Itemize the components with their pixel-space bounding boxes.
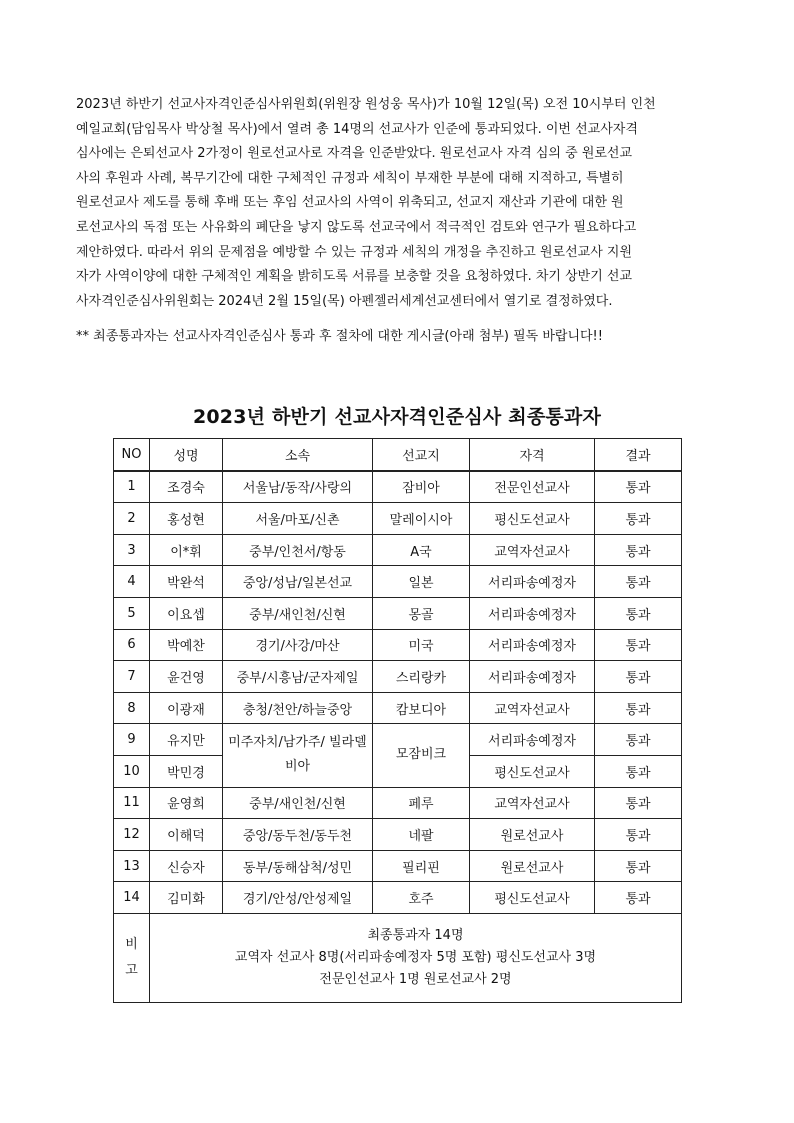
cell-mission-field: 스리랑카 [373,661,470,693]
table-row [114,850,682,882]
cell-qualification: 교역자선교사 [470,692,595,724]
cell-mission-field: 네팔 [373,819,470,851]
table-row [114,819,682,851]
cell-mission-field: 몽골 [373,597,470,629]
cell-affiliation: 충청/천안/하늘중앙 [223,692,373,724]
header-qualification: 자격 [470,439,595,471]
cell-result: 통과 [595,692,682,724]
cell-name: 이광재 [150,692,223,724]
cell-result: 통과 [595,755,682,787]
cell-mission-field: 미국 [373,629,470,661]
notice-text: ** 최종통과자는 선교사자격인준심사 통과 후 절차에 대한 게시글(아래 첨부) 필독 바랍니다!! [76,329,603,344]
cell-affiliation: 경기/사강/마산 [223,629,373,661]
intro-paragraph [76,93,721,314]
table-row [114,787,682,819]
cell-mission-field: 일본 [373,566,470,598]
intro-line: 로선교사의 독점 또는 사유화의 폐단을 낳지 않도록 선교국에서 적극적인 검토와 연구가 필요하다고 [76,219,637,235]
cell-mission-field: 말레이시아 [373,503,470,535]
cell-result: 통과 [595,661,682,693]
cell-no: 14 [114,882,150,914]
cell-name: 이*휘 [150,534,223,566]
cell-qualification: 평신도선교사 [470,755,595,787]
remarks-line: 최종통과자 14명 [367,927,464,943]
cell-name: 김미화 [150,882,223,914]
intro-line: 원로선교사 제도를 통해 후배 또는 후임 선교사의 사역이 위축되고, 선교지 재산과 기관에 대한 원 [76,195,624,211]
cell-name: 윤영희 [150,787,223,819]
cell-affiliation: 중앙/성남/일본선교 [223,566,373,598]
cell-result: 통과 [595,534,682,566]
cell-name: 이요셉 [150,597,223,629]
remarks-line: 전문인선교사 1명 원로선교사 2명 [319,971,512,987]
cell-name: 박예찬 [150,629,223,661]
cell-name: 홍성현 [150,503,223,535]
header-name: 성명 [150,439,223,471]
table-title: 2023년 하반기 선교사자격인준심사 최종통과자 [192,406,602,428]
cell-no: 5 [114,597,150,629]
cell-no: 2 [114,503,150,535]
cell-no: 1 [114,471,150,503]
cell-no: 3 [114,534,150,566]
table-header-row [114,439,682,471]
cell-no: 13 [114,850,150,882]
cell-mission-field: 캄보디아 [373,692,470,724]
cell-qualification: 평신도선교사 [470,882,595,914]
cell-result: 통과 [595,819,682,851]
cell-affiliation: 서울남/동작/사랑의 [223,471,373,503]
intro-line: 자가 사역이양에 대한 구체적인 계획을 밝히도록 서류를 보충할 것을 요청하였다. 차기 상반기 선교 [76,269,633,285]
cell-mission-field: 필리핀 [373,850,470,882]
cell-name: 신승자 [150,850,223,882]
intro-line: 심사에는 은퇴선교사 2가정이 원로선교사로 자격을 인준받았다. 원로선교사 자격 심의 중 원로선교 [76,146,633,162]
intro-line: 2023년 하반기 선교사자격인준심사위원회(위원장 원성웅 목사)가 10월 12일(목) 오전 10시부터 인천 [76,97,656,112]
cell-no: 8 [114,692,150,724]
cell-result: 통과 [595,850,682,882]
cell-name: 박완석 [150,566,223,598]
cell-qualification: 서리파송예정자 [470,597,595,629]
cell-affiliation: 중부/인천서/항동 [223,534,373,566]
remarks-row [114,913,682,1002]
cell-mission-field-merged: 모잠비크 [373,724,470,787]
cell-result: 통과 [595,566,682,598]
cell-name: 윤건영 [150,661,223,693]
cell-qualification: 원로선교사 [470,819,595,851]
cell-qualification: 원로선교사 [470,850,595,882]
table-row [114,534,682,566]
table-row [114,661,682,693]
cell-no: 9 [114,724,150,756]
header-affiliation: 소속 [223,439,373,471]
cell-qualification: 교역자선교사 [470,787,595,819]
cell-affiliation: 중부/새인천/신현 [223,597,373,629]
table-row [114,597,682,629]
cell-qualification: 서리파송예정자 [470,724,595,756]
cell-no: 7 [114,661,150,693]
cell-affiliation-merged: 미주자치/남가주/ 빌라델비아 [223,724,373,787]
header-no: NO [114,439,150,471]
results-table [113,438,682,1003]
cell-name: 이해덕 [150,819,223,851]
cell-mission-field: 페루 [373,787,470,819]
cell-no: 10 [114,755,150,787]
cell-affiliation: 중앙/동두천/동두천 [223,819,373,851]
cell-affiliation: 중부/새인천/신현 [223,787,373,819]
remarks-line: 교역자 선교사 8명(서리파송예정자 5명 포함) 평신도선교사 3명 [234,949,597,965]
cell-mission-field: 잠비아 [373,471,470,503]
cell-qualification: 전문인선교사 [470,471,595,503]
remarks-label: 비 고 [114,913,150,1002]
table-row [114,692,682,724]
table-row [114,629,682,661]
cell-result: 통과 [595,503,682,535]
cell-qualification: 서리파송예정자 [470,661,595,693]
cell-name: 박민경 [150,755,223,787]
table-row [114,503,682,535]
cell-affiliation: 경기/안성/안성제일 [223,882,373,914]
intro-line: 예일교회(담임목사 박상철 목사)에서 열려 총 14명의 선교사가 인준에 통과되었다. 이번 선교사자격 [76,121,638,137]
cell-affiliation: 중부/시흥남/군자제일 [223,661,373,693]
header-mission-field: 선교지 [373,439,470,471]
cell-qualification: 서리파송예정자 [470,566,595,598]
intro-line: 사자격인준심사위원회는 2024년 2월 15일(목) 아펜젤러세계선교센터에서 열기로 결정하였다. [76,293,613,309]
intro-line: 사의 후원과 사례, 복무기간에 대한 구체적인 규정과 세칙이 부재한 부분에 대해 지적하고, 특별히 [76,170,624,186]
cell-result: 통과 [595,787,682,819]
cell-result: 통과 [595,629,682,661]
cell-result: 통과 [595,882,682,914]
remarks-content [150,913,682,1002]
cell-no: 11 [114,787,150,819]
cell-mission-field: 호주 [373,882,470,914]
cell-mission-field: A국 [373,534,470,566]
cell-name: 조경숙 [150,471,223,503]
cell-result: 통과 [595,471,682,503]
table-row [114,566,682,598]
cell-no: 4 [114,566,150,598]
cell-result: 통과 [595,597,682,629]
cell-result: 통과 [595,724,682,756]
table-row [114,724,682,756]
table-row [114,471,682,503]
cell-name: 유지만 [150,724,223,756]
cell-qualification: 서리파송예정자 [470,629,595,661]
cell-qualification: 교역자선교사 [470,534,595,566]
cell-no: 12 [114,819,150,851]
cell-affiliation: 서울/마포/신촌 [223,503,373,535]
cell-affiliation: 동부/동해삼척/성민 [223,850,373,882]
header-result: 결과 [595,439,682,471]
table-row [114,882,682,914]
cell-qualification: 평신도선교사 [470,503,595,535]
cell-no: 6 [114,629,150,661]
intro-line: 제안하였다. 따라서 위의 문제점을 예방할 수 있는 규정과 세칙의 개정을 추진하고 원로선교사 지원 [76,244,633,260]
